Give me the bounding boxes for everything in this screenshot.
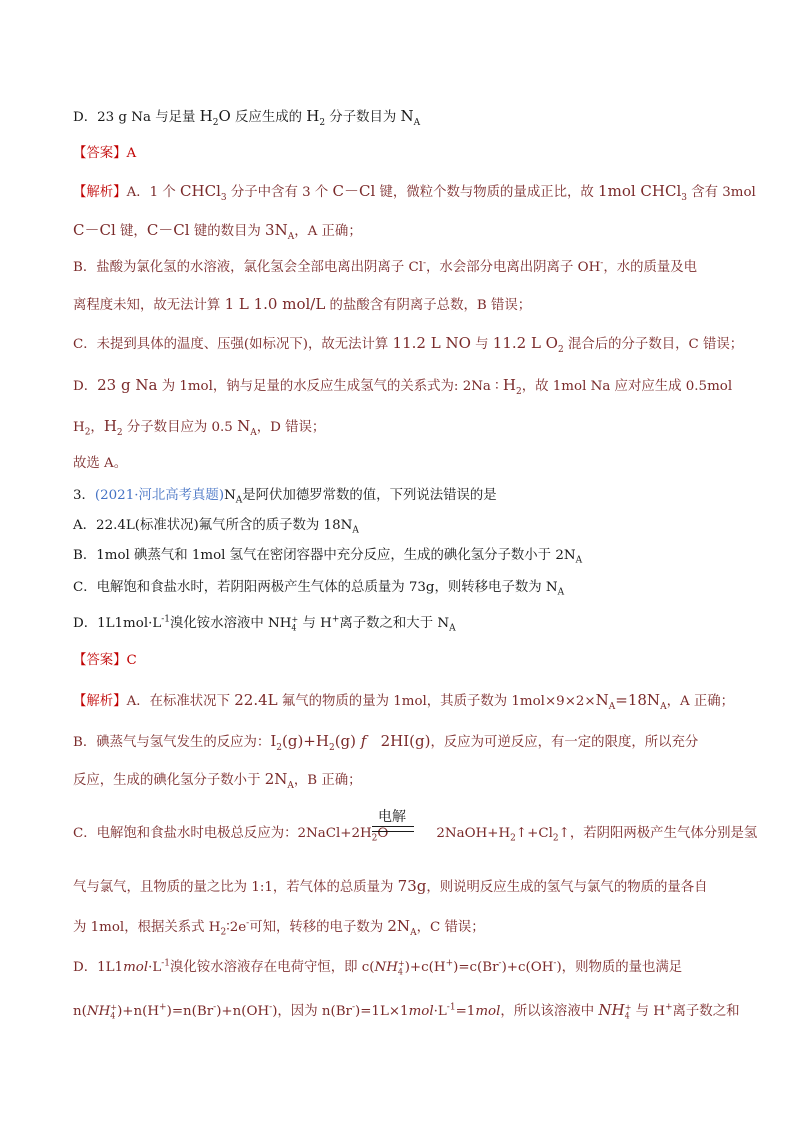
text-line-1: 【答案】A xyxy=(73,146,137,161)
text-line-0: D．23 g Na 与足量 $H_2O$ 反应生成的 $H_2$ 分子数目为 $N_A$ xyxy=(73,107,421,128)
text-line-22: D．$1L1mol\cdot L^{-1}$溴化铵水溶液存在电荷守恒，即 $c(NH_4^+)+c(H^+)=c(Br^-)+c(OH^-)$，则物质的量也满足 xyxy=(73,958,683,977)
text-line-10: 3．(2021·河北高考真题)$N_A$是阿伏加德罗常数的值，下列说法错误的是 xyxy=(73,488,497,506)
text-line-19: C．电解饱和食盐水时电极总反应为：$2NaCl+2H_2O$ $2NaOH+H_2↑+Cl_2↑$，若阴阳两极产生气体分别是氢 xyxy=(73,826,758,844)
text-line-12: B．1mol 碘蒸气和 1mol 氢气在密闭容器中充分反应，生成的碘化氢分子数小于 $2N_A$ xyxy=(73,548,583,566)
text-line-21: 为 1mol，根据关系式 $H_2∶2e^-$可知，转移的电子数为 $2N_A$，C 错误； xyxy=(73,917,485,938)
text-line-4: B．盐酸为氯化氢的水溶液，氯化氢会全部电离出阴离子 Cl-，水会部分电离出阴离子 OH-，水的质量及电 xyxy=(73,258,698,275)
text-line-6: C．未提到具体的温度、压强(如标况下)，故无法计算 11.2 L NO 与 11.2 L $O_2$ 混合后的分子数目，C 错误； xyxy=(73,334,744,355)
reaction-equals-sign xyxy=(372,826,414,832)
text-line-17: B．碘蒸气与氢气发生的反应为：$I_2(g)+H_2(g)$ f 2HI(g)，反应为可逆反应，有一定的限度，所以充分 xyxy=(73,732,699,753)
text-line-14: D．$1L1mol\cdot L^{-1}$溴化铵水溶液中 $NH_4^+$ 与 H+离子数之和大于 $N_A$ xyxy=(73,614,456,634)
text-line-5: 离程度未知，故无法计算 1 L 1.0 mol/L 的盐酸含有阴离子总数，B 错误； xyxy=(73,295,532,313)
text-line-3: C－Cl 键，C－Cl 键的数目为 $3N_A$，A 正确； xyxy=(73,221,362,242)
text-line-8: $H_2$，$H_2$ 分子数目应为 0.5 $N_A$，D 错误； xyxy=(73,417,326,438)
text-line-18: 反应，生成的碘化氢分子数小于 $2N_A$，B 正确； xyxy=(73,770,362,791)
electrolysis-condition: 电解 xyxy=(378,809,406,825)
text-line-9: 故选 A。 xyxy=(73,456,128,471)
text-line-16: 【解析】A．在标准状况下 22.4L 氟气的物质的量为 1mol，其质子数为 $1mol\times 9\times 2\times N_A=18N_A$，A 正确； xyxy=(73,691,735,712)
text-line-7: D．23 g Na 为 1mol，钠与足量的水反应生成氢气的关系式为: 2Na ∶ $H_2$，故 1mol Na 应对应生成 0.5mol xyxy=(73,376,733,397)
text-line-11: A．22.4L(标准状况)氟气所含的质子数为 $18N_A$ xyxy=(73,518,359,536)
text-line-13: C．电解饱和食盐水时，若阴阳两极产生气体的总质量为 73g，则转移电子数为 $N_A$ xyxy=(73,580,565,598)
text-line-2: 【解析】A．1 个 CHCl$_3$ 分子中含有 3 个 C－Cl 键，微粒个数与物质的量成正比，故 1mol CHCl$_3$ 含有 3mol xyxy=(73,182,756,203)
text-line-20: 气与氯气，且物质的量之比为 1:1，若气体的总质量为 73g，则说明反应生成的氢气与氯气的物质的量各自 xyxy=(73,877,708,895)
text-line-23: $n(NH_4^+)+n(H^+)=n(Br^-)+n(OH^-)$，因为 $n(Br^-)=1L\times 1mol\cdot L^{-1}=1mol$，所以该溶液中 $NH_4^+$ 与 H+离子数之和 xyxy=(73,1001,740,1021)
text-line-15: 【答案】C xyxy=(73,653,137,668)
